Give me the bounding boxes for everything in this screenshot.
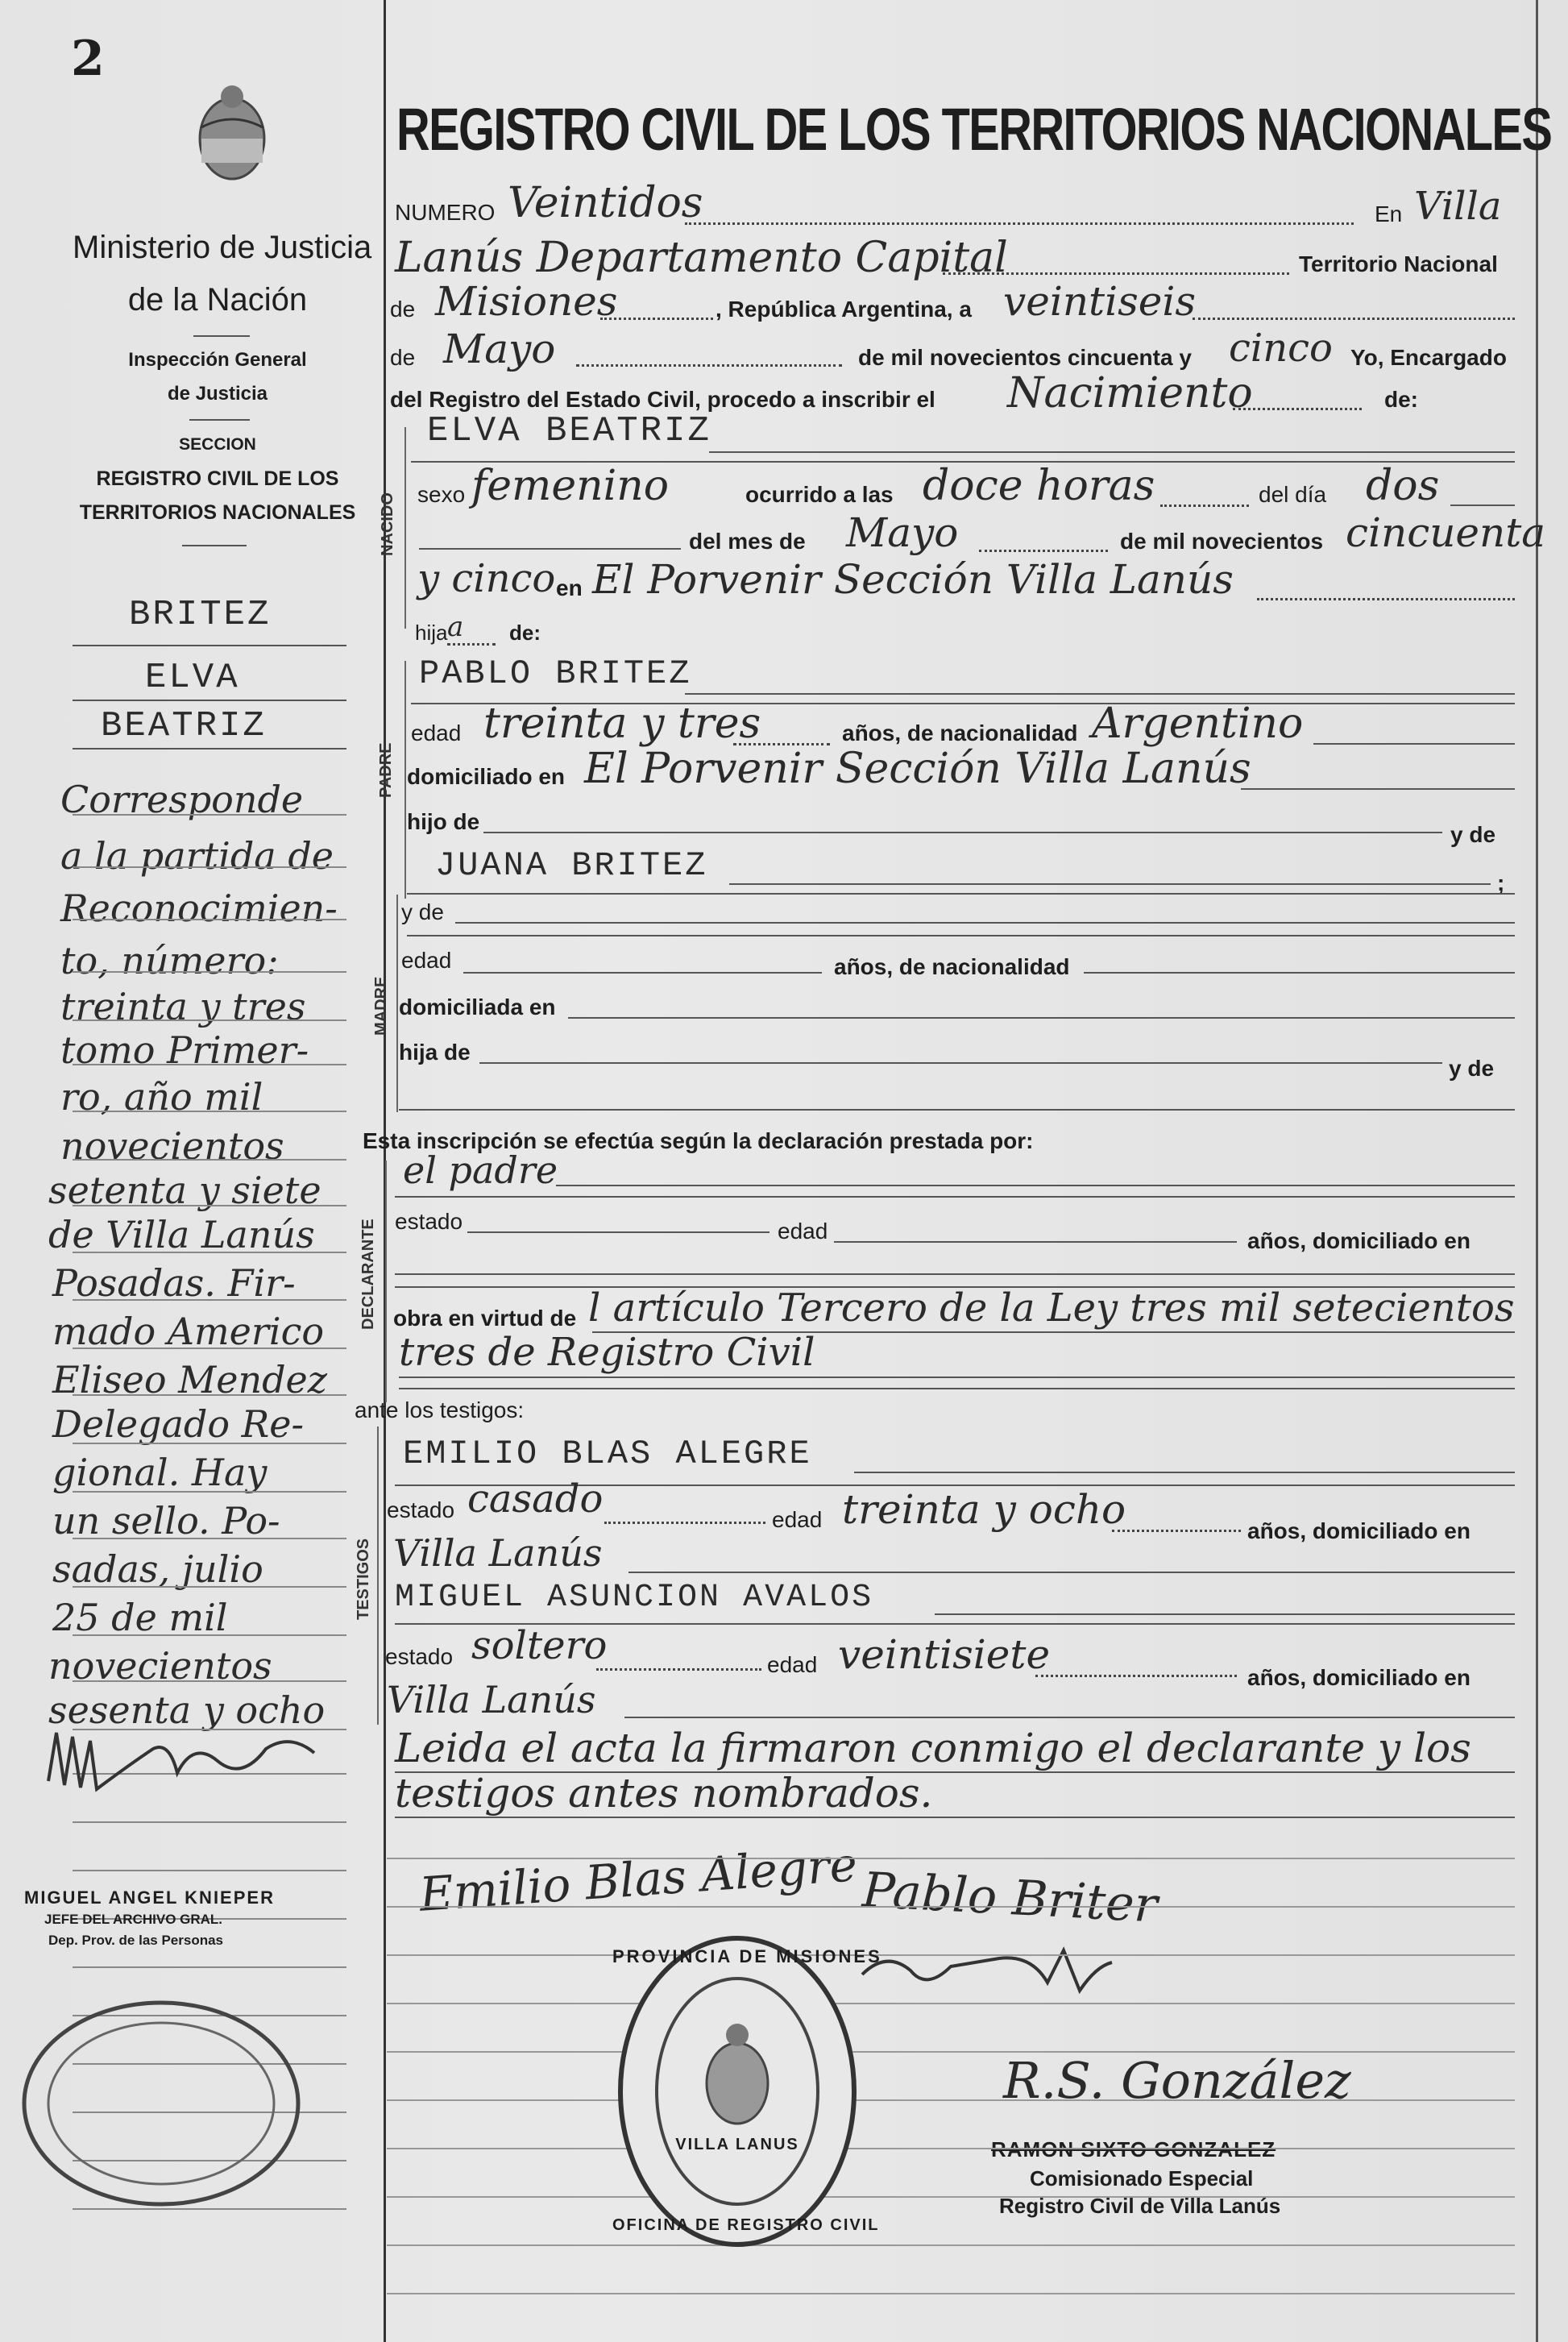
padre-madre-value: JUANA BRITEZ xyxy=(435,846,708,885)
margin-note-line: to, número: xyxy=(60,939,279,982)
archive-stamp-title: JEFE DEL ARCHIVO GRAL. xyxy=(44,1912,223,1927)
margin-note-line: novecientos xyxy=(48,1644,272,1688)
label-territorio: Territorio Nacional xyxy=(1299,251,1498,276)
coat-of-arms-icon xyxy=(190,79,274,184)
label-ocurrido: ocurrido a las xyxy=(745,482,894,507)
t2-edad-value: veintisiete xyxy=(838,1631,1051,1678)
label-y-de-1: y de xyxy=(1450,822,1496,847)
official-name: RAMON SIXTO GONZALEZ xyxy=(991,2137,1276,2161)
signature-official: R.S. González xyxy=(1003,2051,1351,2110)
dia-texto-value: veintiseis xyxy=(1003,278,1197,325)
label-del-mes: del mes de xyxy=(689,529,806,554)
seal-bottom-text: OFICINA DE REGISTRO CIVIL xyxy=(612,2216,880,2234)
registry-line-2: TERRITORIOS NACIONALES xyxy=(79,501,356,524)
hija-suffix-value: a xyxy=(447,611,464,643)
label-edad-dec: edad xyxy=(778,1219,828,1244)
margin-note-line: 25 de mil xyxy=(52,1596,228,1639)
label-anos-nac-padre: años, de nacionalidad xyxy=(842,720,1078,745)
label-esta-inscripcion: Esta inscripción se efectúa según la declaración prestada por: xyxy=(363,1128,1034,1153)
territorio-value: Misiones xyxy=(435,278,618,325)
document-title: REGISTRO CIVIL DE LOS TERRITORIOS NACIONALES xyxy=(396,96,1552,163)
seal-center-text: VILLA LANUS xyxy=(675,2136,799,2153)
section-declarante: DECLARANTE xyxy=(359,1219,377,1330)
label-edad-t2: edad xyxy=(767,1652,818,1677)
label-del-registro: del Registro del Estado Civil, procedo a inscribir el xyxy=(390,387,935,412)
label-estado-t1: estado xyxy=(387,1497,455,1522)
mes-value: Mayo xyxy=(443,326,556,372)
label-edad-padre: edad xyxy=(411,720,462,745)
margin-note-line: Posadas. Fir- xyxy=(52,1261,296,1305)
official-title: Comisionado Especial xyxy=(1030,2166,1254,2190)
label-numero: NUMERO xyxy=(395,200,496,225)
label-en-2: en xyxy=(556,575,583,600)
label-hija-de: de: xyxy=(509,621,541,645)
t2-estado-value: soltero xyxy=(471,1623,608,1668)
archive-stamp-dept: Dep. Prov. de las Personas xyxy=(48,1933,223,1948)
ministry-line-1: Ministerio de Justicia xyxy=(73,230,372,265)
label-domiciliado-padre: domiciliado en xyxy=(407,764,566,789)
margin-note-line: novecientos xyxy=(60,1124,284,1168)
label-anos-domiciliado-t2: años, domiciliado en xyxy=(1247,1665,1471,1690)
label-yo: Yo, Encargado xyxy=(1350,345,1507,370)
place-line-value: Lanús Departamento Capital xyxy=(395,234,1008,282)
label-hija-de: hija de xyxy=(399,1040,471,1065)
label-edad-t1: edad xyxy=(772,1507,823,1532)
ano-final-value: cinco xyxy=(1229,326,1333,371)
padre-nac-value: Argentino xyxy=(1092,700,1304,748)
padre-name-value: PABLO BRITEZ xyxy=(419,654,692,693)
label-hijo-de: hijo de xyxy=(407,809,480,834)
obra-line-1-value: l artículo Tercero de la Ley tres mil setecientos xyxy=(588,1285,1515,1331)
oval-stamp-icon xyxy=(16,1995,306,2212)
label-de-2: de xyxy=(390,345,416,370)
margin-note-line: de Villa Lanús xyxy=(48,1213,315,1256)
margin-note-line: a la partida de xyxy=(60,834,334,878)
padre-edad-value: treinta y tres xyxy=(483,700,761,748)
declarante-value: el padre xyxy=(403,1148,558,1192)
sexo-value: femenino xyxy=(471,462,670,510)
testigo2-name-value: MIGUEL ASUNCION AVALOS xyxy=(395,1580,874,1616)
label-y-de-2: y de xyxy=(1449,1056,1495,1081)
margin-note-line: treinta y tres xyxy=(60,985,306,1028)
seal-top-text: PROVINCIA DE MISIONES xyxy=(612,1946,882,1966)
testigo1-name-value: EMILIO BLAS ALEGRE xyxy=(403,1435,812,1473)
child-name-value: ELVA BEATRIZ xyxy=(427,411,711,451)
mes-nac-value: Mayo xyxy=(846,509,959,556)
margin-note-line: Reconocimien- xyxy=(60,887,338,930)
label-anos-nac-madre: años, de nacionalidad xyxy=(834,954,1070,979)
page-number: 2 xyxy=(71,31,105,87)
seal-ring-icon xyxy=(612,1930,882,2253)
margin-note-line: Eliseo Mendez xyxy=(52,1358,328,1401)
t1-edad-value: treinta y ocho xyxy=(842,1486,1126,1533)
tipo-value: Nacimiento xyxy=(1007,369,1253,417)
t2-domicilio-value: Villa Lanús xyxy=(387,1678,596,1721)
signature-padre: Pablo Briter xyxy=(861,1862,1159,1934)
archive-stamp-name: MIGUEL ANGEL KNIEPER xyxy=(24,1887,275,1908)
label-republica: , República Argentina, a xyxy=(716,297,972,322)
section-testigos: TESTIGOS xyxy=(355,1538,372,1620)
label-hija: hija xyxy=(415,621,448,645)
section-madre: MADRE xyxy=(372,976,390,1036)
hora-value: doce horas xyxy=(923,462,1155,510)
label-domiciliada-en: domiciliada en xyxy=(399,995,556,1019)
dia-value: dos xyxy=(1366,462,1440,510)
margin-note-line: gional. Hay xyxy=(52,1451,268,1494)
label-ante-testigos: ante los testigos: xyxy=(355,1397,525,1422)
inspection-line-1: Inspección General xyxy=(128,349,307,371)
label-de-mil-2: de mil novecientos xyxy=(1120,529,1324,554)
margin-note-line: mado Americo xyxy=(52,1310,325,1353)
label-del-dia: del día xyxy=(1259,482,1327,507)
margin-note-line: sadas, julio xyxy=(52,1547,263,1591)
label-y-de-madre: y de xyxy=(401,899,444,924)
margin-note-line: Delegado Re- xyxy=(52,1402,305,1446)
label-de-1: de xyxy=(390,297,416,322)
padre-domicilio-value: El Porvenir Sección Villa Lanús xyxy=(584,745,1251,793)
closing-line-1: Leida el acta la firmaron conmigo el declarante y los xyxy=(395,1725,1471,1771)
t1-domicilio-value: Villa Lanús xyxy=(393,1531,603,1575)
label-de-colon: de: xyxy=(1384,387,1418,412)
official-office: Registro Civil de Villa Lanús xyxy=(999,2194,1281,2218)
margin-note-line: Corresponde xyxy=(60,778,304,821)
ano-nac-value: cincuenta xyxy=(1346,509,1546,556)
label-de-mil: de mil novecientos cincuenta y xyxy=(858,345,1192,370)
margin-signature-icon xyxy=(32,1717,330,1805)
signature-testigo: Emilio Blas Alegre xyxy=(417,1837,859,1922)
t1-estado-value: casado xyxy=(467,1476,604,1522)
inspection-line-2: de Justicia xyxy=(167,383,268,405)
label-sexo: sexo xyxy=(417,482,466,507)
label-obra-virtud: obra en virtud de xyxy=(393,1306,577,1331)
label-anos-domiciliado-dec: años, domiciliado en xyxy=(1247,1228,1471,1253)
lugar-nac-value: El Porvenir Sección Villa Lanús xyxy=(592,556,1234,603)
label-edad-madre: edad xyxy=(401,948,452,973)
numero-value: Veintidos xyxy=(508,179,703,227)
label-semicolon: ; xyxy=(1497,870,1505,895)
sidebar-given-1: ELVA xyxy=(145,658,240,698)
margin-note-line: setenta y siete xyxy=(48,1169,321,1212)
sidebar-given-2: BEATRIZ xyxy=(101,706,267,746)
margin-note-line: tomo Primer- xyxy=(60,1028,309,1072)
label-estado-t2: estado xyxy=(385,1644,454,1669)
margin-note-line: sesenta y ocho xyxy=(48,1688,326,1732)
margin-note-line: ro, año mil xyxy=(60,1075,263,1119)
ministry-line-2: de la Nación xyxy=(127,282,308,318)
label-anos-domiciliado-t1: años, domiciliado en xyxy=(1247,1518,1471,1543)
closing-line-2: testigos antes nombrados. xyxy=(395,1770,933,1817)
registry-line-1: REGISTRO CIVIL DE LOS xyxy=(96,467,339,490)
label-estado-dec: estado xyxy=(395,1209,463,1234)
en-value: Villa xyxy=(1414,184,1502,229)
label-en: En xyxy=(1375,201,1403,226)
margin-note-line: un sello. Po- xyxy=(52,1499,280,1543)
sidebar-surname: BRITEZ xyxy=(129,595,272,635)
signature-scribble-icon xyxy=(854,1934,1120,2007)
registry-seal xyxy=(612,1930,882,2253)
obra-line-2-value: tres de Registro Civil xyxy=(399,1330,815,1375)
ano-nac-2-value: y cinco xyxy=(417,556,556,601)
section-label: SECCION xyxy=(179,435,256,454)
section-nacido: NACIDO xyxy=(379,492,396,556)
section-padre: PADRE xyxy=(377,742,395,798)
